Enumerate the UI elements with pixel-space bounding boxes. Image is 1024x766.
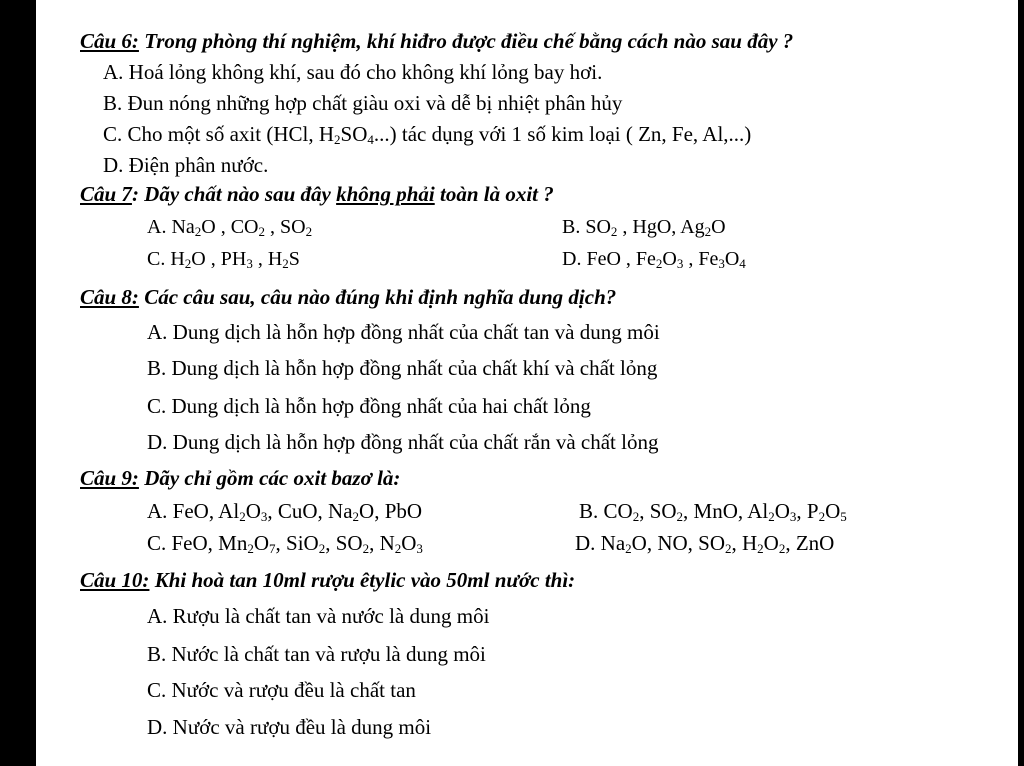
- q7-option-b: B. $SO_2$ , HgO, $Ag_2O$: [562, 216, 726, 239]
- question-7-title: [80, 184, 554, 205]
- question-9-title: [80, 468, 400, 489]
- q7-option-d: D. FeO , $Fe_2O_3$ , $Fe_3O_4$: [562, 248, 746, 271]
- question-7-stem-pre: : Dãy chất nào sau đây: [131, 182, 337, 206]
- question-7-number: Câu 7: [80, 182, 132, 206]
- question-8-stem: Các câu sau, câu nào đúng khi định nghĩa dung dịch?: [138, 285, 617, 309]
- q6-option-a: A. Hoá lỏng không khí, sau đó cho không khí lỏng bay hơi.: [103, 60, 603, 84]
- q7-option-a: A. $Na_2O$ , $CO_2$ , $SO_2$: [147, 216, 313, 239]
- q10-option-d: D. Nước và rượu đều là dung môi: [147, 715, 432, 739]
- q10-option-a: A. Rượu là chất tan và nước là dung môi: [147, 604, 490, 628]
- q9-option-c: C. FeO, $Mn_2O_7$, SiO$_2$, $SO_2$, $N_2O_3$: [147, 531, 423, 556]
- question-10-number: Câu 10:: [80, 568, 150, 592]
- question-9-stem: Dãy chỉ gồm các oxit bazơ là:: [138, 466, 401, 490]
- question-7-stem-post: toàn là oxit ?: [434, 182, 554, 206]
- q6-option-d: D. Điện phân nước.: [103, 153, 269, 177]
- q9-option-d: D. $Na_2O$, NO, $SO_2$, $H_2O_2$, ZnO: [575, 531, 835, 556]
- q8-option-d: D. Dung dịch là hỗn hợp đồng nhất của chất rắn và chất lỏng: [147, 430, 659, 454]
- q6-option-b: B. Đun nóng những hợp chất giàu oxi và dễ bị nhiệt phân hủy: [103, 91, 623, 115]
- question-7-stem-emphasis: không phải: [336, 182, 435, 206]
- q9-option-a: A. FeO, $Al_2O_3$, CuO, $Na_2O$, PbO: [147, 499, 423, 524]
- q6-option-c: C. Cho một số axit (HCl, $H_2SO_4$...) tác dụng với 1 số kim loại ( Zn, Fe, Al,...): [103, 122, 752, 147]
- question-8-title: [80, 287, 616, 308]
- question-6-title: [80, 31, 793, 52]
- q9-option-b: B. $CO_2$, $SO_2$, MnO, $Al_2O_3$, $P_2O_5$: [579, 499, 847, 524]
- q7-option-c: C. $H_2O$ , $PH_3$ , $H_2S$: [147, 248, 300, 271]
- worksheet-page: [36, 0, 1018, 766]
- question-10-stem: Khi hoà tan 10ml rượu êtylic vào 50ml nước thì:: [149, 568, 576, 592]
- question-9-number: Câu 9:: [80, 466, 139, 490]
- question-6-number: Câu 6:: [80, 29, 139, 53]
- q8-option-a: A. Dung dịch là hỗn hợp đồng nhất của chất tan và dung môi: [147, 320, 660, 344]
- question-6-stem: Trong phòng thí nghiệm, khí hiđro được điều chế bằng cách nào sau đây ?: [138, 29, 794, 53]
- question-8-number: Câu 8:: [80, 285, 139, 309]
- q8-option-c: C. Dung dịch là hỗn hợp đồng nhất của hai chất lỏng: [147, 394, 591, 418]
- q8-option-b: B. Dung dịch là hỗn hợp đồng nhất của chất khí và chất lỏng: [147, 356, 658, 380]
- q10-option-b: B. Nước là chất tan và rượu là dung môi: [147, 642, 486, 666]
- question-10-title: [80, 570, 575, 591]
- q10-option-c: C. Nước và rượu đều là chất tan: [147, 678, 416, 702]
